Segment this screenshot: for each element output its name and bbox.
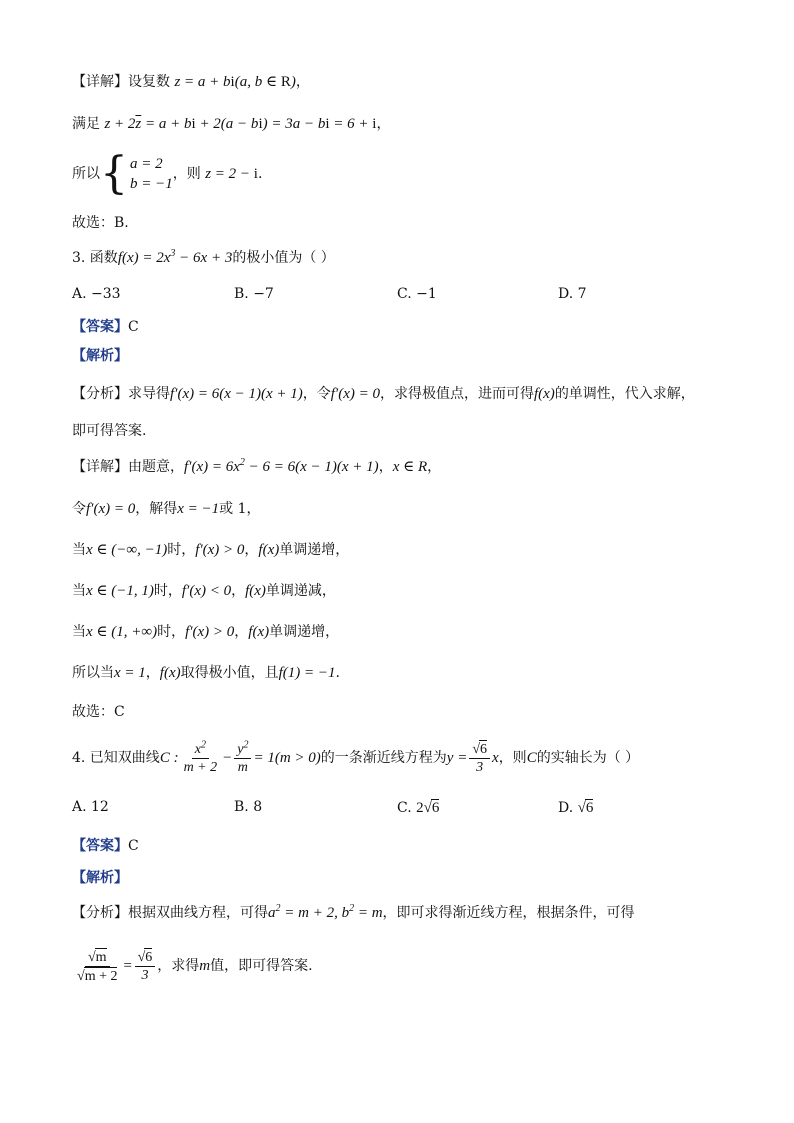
q3-fenxi: 【分析】求导得f′(x) = 6(x − 1)(x + 1)，令f′(x) = 0，求得极值点，进而可得f(x)的单调性，代入求解， [72,386,695,402]
q4-option-a[interactable]: A. 12 [72,799,109,815]
q3-option-b[interactable]: B. −7 [234,286,274,302]
q4-option-b[interactable]: B. 8 [234,799,263,815]
q3-detail-6: 所以当x = 1，f(x)取得极小值，且f(1) = −1. [72,665,340,681]
q3-analysis-label: 【解析】 [72,348,128,364]
q4-analysis-label: 【解析】 [72,870,128,886]
q4-option-c[interactable]: C. 2√6 [397,800,440,816]
q4-fenxi: 【分析】根据双曲线方程，可得$a^2 = m + 2$, $b^2 = m$，即可求得渐近线方程，根据条件，可得 [72,903,635,921]
q3-detail-1: 【详解】由题意，$f'(x) = 6x^2 - 6 = 6(x - 1)(x + 1)$，x ∈ R， [72,457,442,475]
q4-option-d[interactable]: D. √6 [558,800,594,816]
q4-answer: 【答案】C [72,838,139,854]
q4-fenxi-cont: $\frac{√m}{√m + 2}$ = $\frac{√6}{3}$ ，求得m值，即可得答案. [77,949,313,984]
q3-option-c[interactable]: C. −1 [397,286,437,302]
q4-stem: 4. 已知双曲线C : $\frac{x^2}{m + 2}$ − $\frac{y^2}{m}$ = 1(m > 0)的一条渐近线方程为y = $\frac{√6}{3}$ x，则C的实轴长为（ ） [72,738,640,775]
q3-fenxi-cont: 即可得答案. [72,423,147,439]
q3-option-d[interactable]: D. 7 [558,286,587,302]
complex-def: z = a + bi(a, b ∈ R) [174,74,296,90]
q3-choose: 故选：C [72,704,125,720]
q3-detail-5: 当x ∈ (1, +∞)时，f′(x) > 0，f(x)单调递增， [72,624,340,640]
q3-detail-4: 当x ∈ (−1, 1)时，f′(x) < 0，f(x)单调递减， [72,583,336,599]
detail-label: 【详解】 [72,74,128,90]
condition-eq: $z + 2\overline{z} = a$ + bi + 2(a − bi) = 3a − bi = 6 + i [104,116,377,132]
q3-detail-2: 令f′(x) = 0，解得x = −1或 1， [72,501,261,517]
equation-system: { a = 2 b = −1 [100,148,173,199]
q3-answer: 【答案】C [72,319,139,335]
q3-stem: 3. 函数$f(x) = 2x^3 - 6x + 3$的极小值为（ ） [72,248,335,266]
detail-line-3: 所以 { a = 2 b = −1 ，则 z = 2 − i. [72,148,263,199]
detail-line-4: 故选：B. [72,215,129,231]
detail-line-1: 【详解】设复数 z = a + bi(a, b ∈ R)， [72,74,310,90]
q3-option-a[interactable]: A. −33 [72,286,121,302]
q3-detail-3: 当x ∈ (−∞, −1)时，f′(x) > 0，f(x)单调递增， [72,542,350,558]
detail-line-2: 满足 $z + 2\overline{z} = a$ + bi + 2(a − bi) = 3a − bi = 6 + i， [72,116,391,132]
